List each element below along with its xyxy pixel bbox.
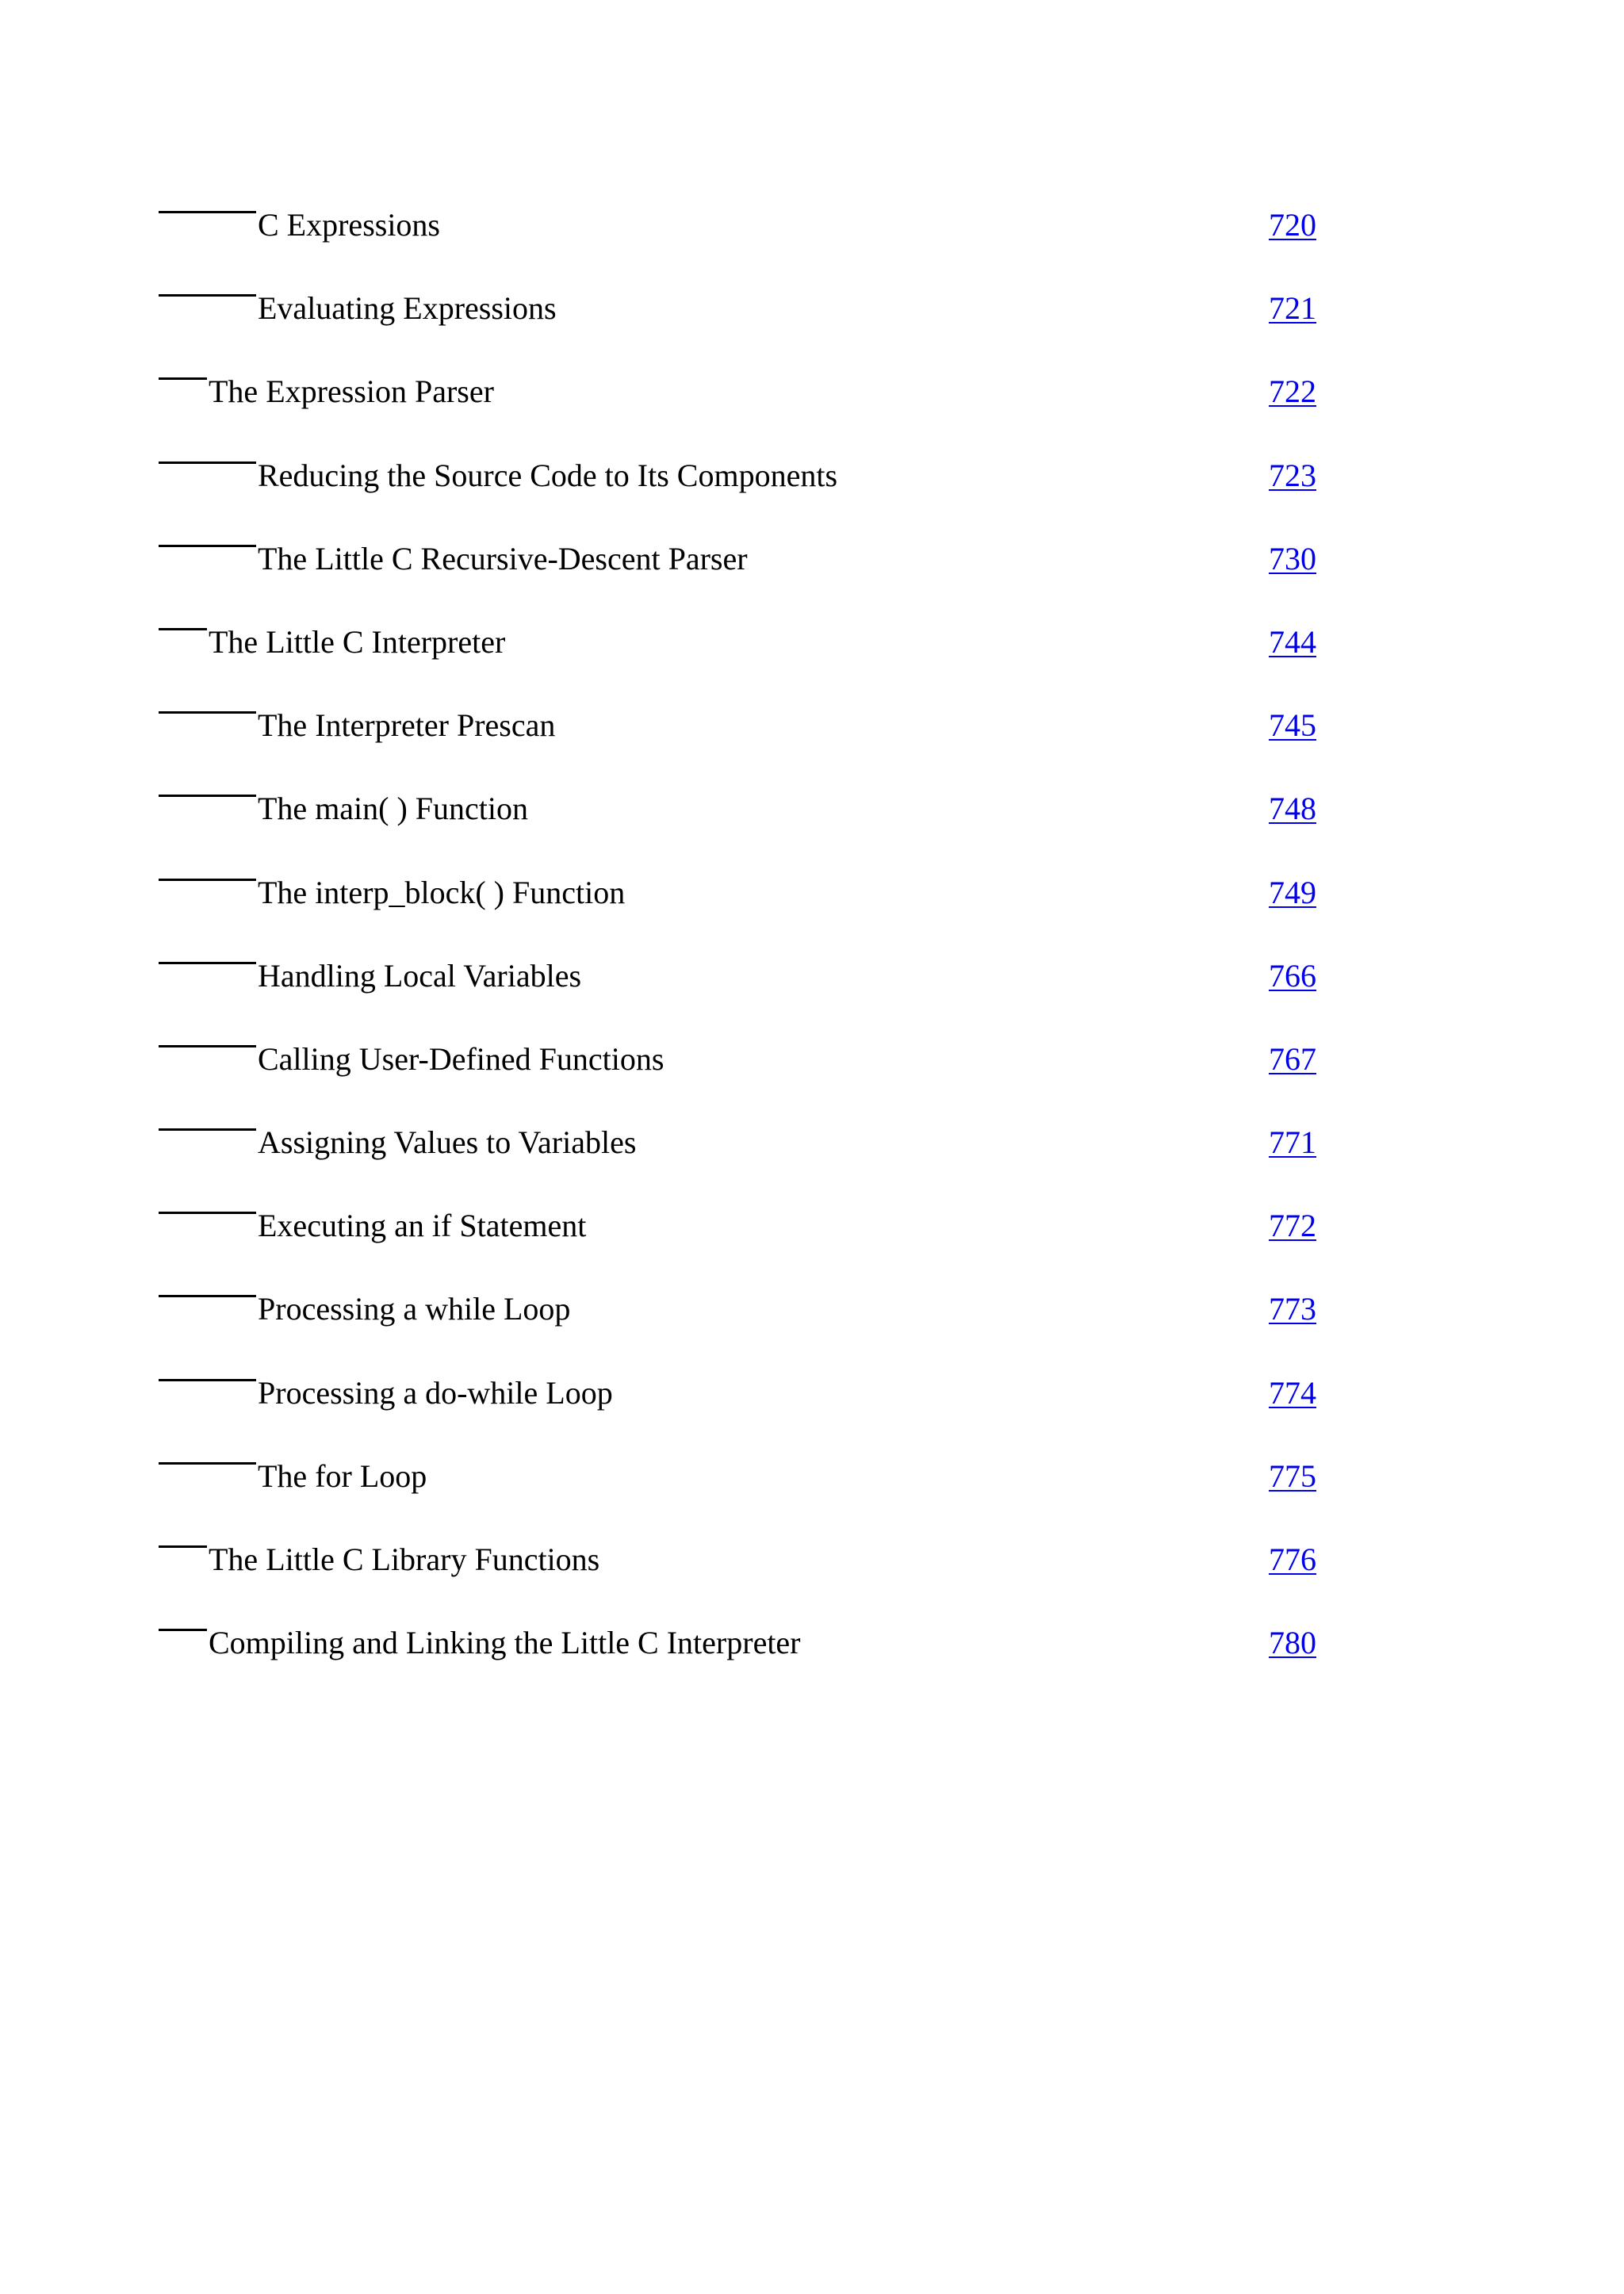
indent-rule <box>159 1379 256 1381</box>
page-number-link[interactable]: 772 <box>1269 1208 1316 1244</box>
toc-entry <box>159 371 1332 454</box>
toc-entry <box>159 1122 1332 1205</box>
indent-rule <box>159 1128 256 1131</box>
toc-entry <box>159 956 1332 1039</box>
indent-rule <box>159 962 256 964</box>
toc-entry-title: Reducing the Source Code to Its Components <box>258 457 838 493</box>
toc-entry-title: The Expression Parser <box>209 373 494 410</box>
table-of-contents <box>159 205 1332 1706</box>
page-number-link[interactable]: 730 <box>1269 540 1316 576</box>
toc-entry <box>159 872 1332 956</box>
toc-entry-title: Calling User-Defined Functions <box>258 1040 665 1077</box>
page-number-link[interactable]: 775 <box>1269 1457 1316 1494</box>
toc-entry-title: C Expressions <box>258 207 440 243</box>
page-number-link[interactable]: 766 <box>1269 957 1316 994</box>
toc-entry <box>159 1373 1332 1456</box>
page-number-link[interactable]: 773 <box>1269 1291 1316 1327</box>
page-number-link[interactable]: 745 <box>1269 707 1316 744</box>
toc-entry <box>159 538 1332 622</box>
toc-entry-title: The for Loop <box>258 1457 427 1494</box>
toc-entry <box>159 1622 1332 1706</box>
toc-entry-title: The Interpreter Prescan <box>258 707 556 744</box>
toc-entry <box>159 288 1332 371</box>
toc-entry-title: Evaluating Expressions <box>258 290 557 327</box>
toc-entry <box>159 1539 1332 1622</box>
page-number-link[interactable]: 748 <box>1269 791 1316 827</box>
indent-rule <box>159 461 256 464</box>
page-number-link[interactable]: 776 <box>1269 1541 1316 1577</box>
toc-entry <box>159 1289 1332 1372</box>
indent-rule <box>159 1212 256 1214</box>
toc-entry-title: The Little C Library Functions <box>209 1541 600 1577</box>
indent-rule <box>159 1629 207 1631</box>
toc-entry-title: The Little C Interpreter <box>209 623 506 660</box>
page-number-link[interactable]: 767 <box>1269 1040 1316 1077</box>
toc-entry <box>159 788 1332 871</box>
page-number-link[interactable]: 744 <box>1269 623 1316 660</box>
page-number-link[interactable]: 720 <box>1269 207 1316 243</box>
indent-rule <box>159 211 256 213</box>
toc-entry <box>159 1205 1332 1289</box>
toc-entry-title: Processing a while Loop <box>258 1291 571 1327</box>
indent-rule <box>159 795 256 797</box>
page-number-link[interactable]: 721 <box>1269 290 1316 327</box>
toc-entry <box>159 205 1332 288</box>
indent-rule <box>159 879 256 881</box>
indent-rule <box>159 545 256 547</box>
indent-rule <box>159 1045 256 1047</box>
indent-rule <box>159 1295 256 1297</box>
toc-entry <box>159 1456 1332 1539</box>
toc-entry-title: The Little C Recursive-Descent Parser <box>258 540 748 576</box>
indent-rule <box>159 377 207 380</box>
toc-entry <box>159 622 1332 705</box>
toc-entry <box>159 1039 1332 1122</box>
toc-entry <box>159 455 1332 538</box>
indent-rule <box>159 1545 207 1548</box>
toc-entry <box>159 705 1332 788</box>
toc-entry-title: Assigning Values to Variables <box>258 1124 637 1161</box>
indent-rule <box>159 1462 256 1465</box>
toc-entry-title: The interp_block( ) Function <box>258 874 626 910</box>
page-number-link[interactable]: 723 <box>1269 457 1316 493</box>
page-number-link[interactable]: 780 <box>1269 1625 1316 1661</box>
page-number-link[interactable]: 774 <box>1269 1374 1316 1411</box>
indent-rule <box>159 294 256 297</box>
page-number-link[interactable]: 722 <box>1269 373 1316 410</box>
toc-entry-title: Compiling and Linking the Little C Interpreter <box>209 1625 801 1661</box>
indent-rule <box>159 711 256 714</box>
toc-entry-title: The main( ) Function <box>258 791 529 827</box>
toc-entry-title: Handling Local Variables <box>258 957 582 994</box>
toc-entry-title: Executing an if Statement <box>258 1208 587 1244</box>
toc-entry-title: Processing a do-while Loop <box>258 1374 613 1411</box>
indent-rule <box>159 628 207 630</box>
page-number-link[interactable]: 749 <box>1269 874 1316 910</box>
page-number-link[interactable]: 771 <box>1269 1124 1316 1161</box>
